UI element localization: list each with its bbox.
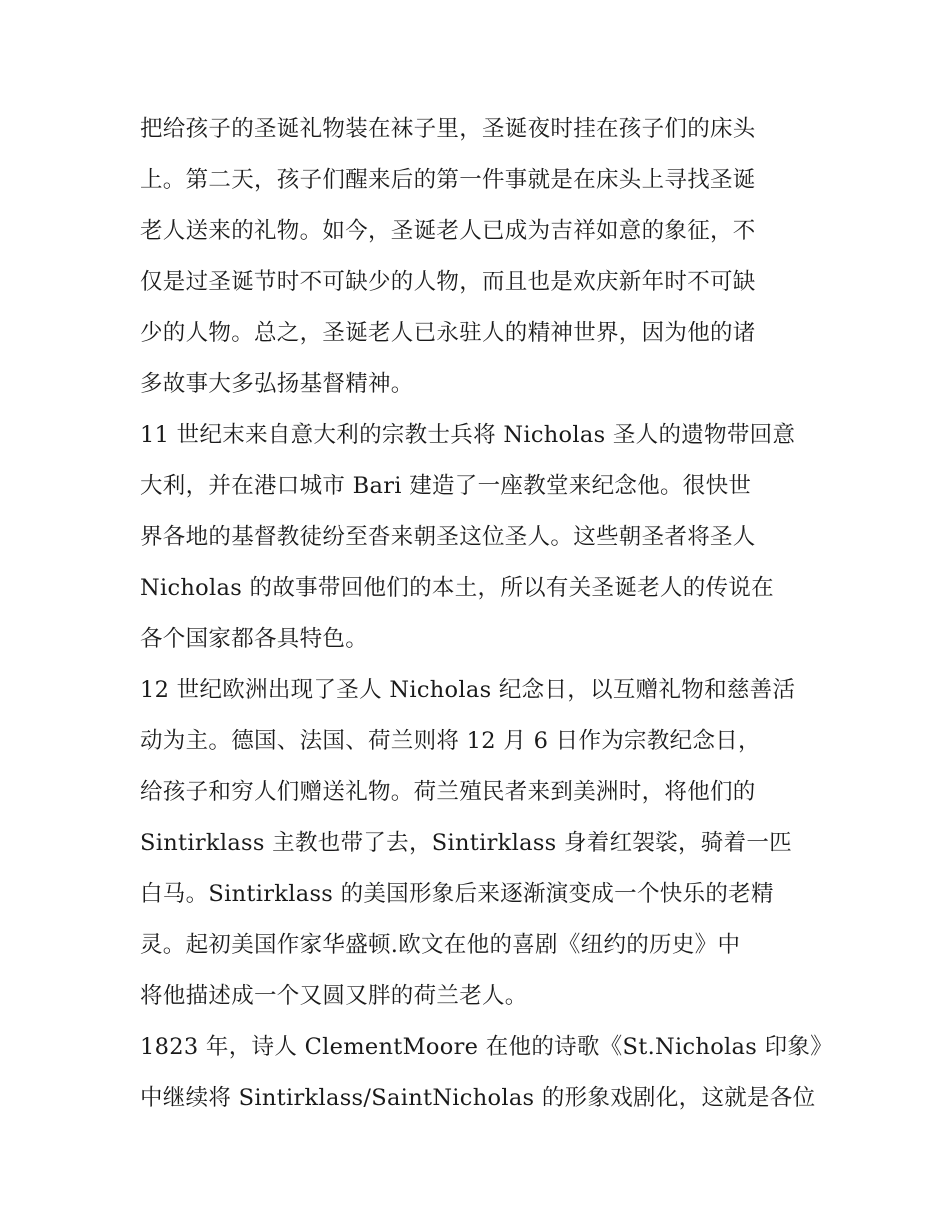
text-line: Sintirklass 主教也带了去，Sintirklass 身着红袈裟，骑着一匹	[140, 830, 792, 856]
text-line: 少的人物。总之，圣诞老人已永驻人的精神世界，因为他的诸	[140, 320, 756, 346]
body-text	[140, 108, 833, 1128]
text-line: 将他描述成一个又圆又胖的荷兰老人。	[140, 983, 528, 1009]
text-line: 大利，并在港口城市 Bari 建造了一座教堂来纪念他。很快世	[140, 473, 752, 499]
text-line: 上。第二天，孩子们醒来后的第一件事就是在床头上寻找圣诞	[140, 167, 756, 193]
text-line: 多故事大多弘扬基督精神。	[140, 371, 414, 397]
text-line: Nicholas 的故事带回他们的本土，所以有关圣诞老人的传说在	[140, 575, 774, 601]
text-line: 给孩子和穷人们赠送礼物。荷兰殖民者来到美洲时，将他们的	[140, 779, 756, 805]
text-line: 把给孩子的圣诞礼物装在袜子里，圣诞夜时挂在孩子们的床头	[140, 116, 756, 142]
text-line: 11 世纪末来自意大利的宗教士兵将 Nicholas 圣人的遗物带回意	[140, 422, 796, 448]
text-line: 12 世纪欧洲出现了圣人 Nicholas 纪念日，以互赠礼物和慈善活	[140, 677, 796, 703]
text-line: 白马。Sintirklass 的美国形象后来逐渐演变成一个快乐的老精	[140, 881, 774, 907]
text-line: 中继续将 Sintirklass/SaintNicholas 的形象戏剧化，这就是各位	[140, 1085, 816, 1111]
text-line: 动为主。德国、法国、荷兰则将 12 月 6 日作为宗教纪念日，	[140, 728, 761, 754]
text-line: 灵。起初美国作家华盛顿.欧文在他的喜剧《纽约的历史》中	[140, 932, 741, 958]
text-line: 仅是过圣诞节时不可缺少的人物，而且也是欢庆新年时不可缺	[140, 269, 756, 295]
text-line: 各个国家都各具特色。	[140, 626, 369, 652]
text-line: 老人送来的礼物。如今，圣诞老人已成为吉祥如意的象征，不	[140, 218, 756, 244]
text-line: 1823 年，诗人 ClementMoore 在他的诗歌《St.Nicholas 印象》	[140, 1034, 833, 1060]
text-line: 界各地的基督教徒纷至沓来朝圣这位圣人。这些朝圣者将圣人	[140, 524, 756, 550]
